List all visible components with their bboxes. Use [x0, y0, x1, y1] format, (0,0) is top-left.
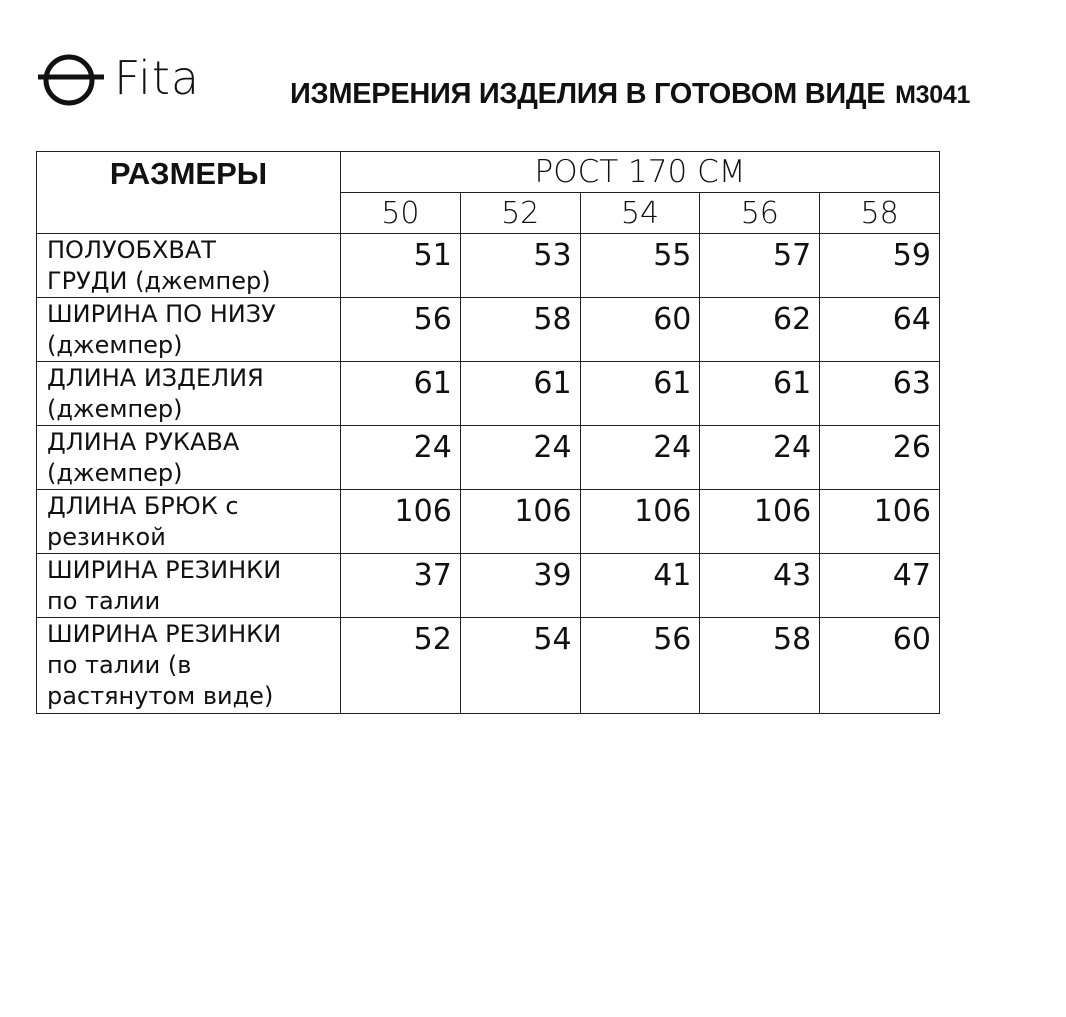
table-body — [37, 152, 940, 714]
value-cell: 59 — [820, 234, 940, 298]
value-cell: 64 — [820, 298, 940, 362]
size-header-cell: 58 — [820, 193, 940, 234]
height-header: РОСТ 170 СМ — [341, 152, 940, 193]
value-cell: 24 — [460, 426, 580, 490]
value-cell: 56 — [580, 618, 700, 714]
value-cell: 61 — [700, 362, 820, 426]
measurements-table — [36, 151, 940, 714]
row-label — [37, 554, 341, 618]
value-cell: 41 — [580, 554, 700, 618]
row-label-line: ШИРИНА РЕЗИНКИ — [47, 620, 282, 648]
row-label-line: ГРУДИ (джемпер) — [47, 267, 271, 295]
row-label-line: растянутом виде) — [47, 682, 274, 710]
row-label — [37, 298, 341, 362]
value-cell: 53 — [460, 234, 580, 298]
table-row — [37, 426, 940, 490]
table-row — [37, 298, 940, 362]
value-cell: 54 — [460, 618, 580, 714]
value-cell: 26 — [820, 426, 940, 490]
value-cell: 56 — [341, 298, 461, 362]
value-cell: 61 — [580, 362, 700, 426]
value-cell: 24 — [341, 426, 461, 490]
row-label — [37, 234, 341, 298]
value-cell: 37 — [341, 554, 461, 618]
brand-logo — [38, 48, 200, 108]
page-title — [290, 78, 970, 111]
size-header-cell: 50 — [341, 193, 461, 234]
row-label-line: по талии (в — [47, 651, 192, 679]
value-cell: 58 — [460, 298, 580, 362]
table-row — [37, 490, 940, 554]
row-label-line: (джемпер) — [47, 459, 183, 487]
header-row-height — [37, 152, 940, 193]
value-cell: 61 — [341, 362, 461, 426]
sizes-header: РАЗМЕРЫ — [37, 152, 341, 234]
row-label — [37, 618, 341, 714]
value-cell: 39 — [460, 554, 580, 618]
row-label-line: по талии — [47, 587, 161, 615]
table-row — [37, 234, 940, 298]
table-row — [37, 618, 940, 714]
row-label-line: ШИРИНА ПО НИЗУ — [47, 300, 276, 328]
value-cell: 57 — [700, 234, 820, 298]
value-cell: 106 — [460, 490, 580, 554]
value-cell: 63 — [820, 362, 940, 426]
row-label — [37, 362, 341, 426]
row-label-line: ДЛИНА БРЮК с — [47, 492, 239, 520]
value-cell: 106 — [820, 490, 940, 554]
value-cell: 60 — [820, 618, 940, 714]
value-cell: 58 — [700, 618, 820, 714]
size-header-cell: 52 — [460, 193, 580, 234]
row-label — [37, 490, 341, 554]
value-cell: 43 — [700, 554, 820, 618]
row-label-line: (джемпер) — [47, 331, 183, 359]
row-label-line: ШИРИНА РЕЗИНКИ — [47, 556, 282, 584]
value-cell: 106 — [580, 490, 700, 554]
table-row — [37, 362, 940, 426]
title-text: ИЗМЕРЕНИЯ ИЗДЕЛИЯ В ГОТОВОМ ВИДЕ — [290, 78, 886, 110]
value-cell: 106 — [700, 490, 820, 554]
value-cell: 62 — [700, 298, 820, 362]
value-cell: 51 — [341, 234, 461, 298]
size-header-cell: 54 — [580, 193, 700, 234]
row-label — [37, 426, 341, 490]
value-cell: 52 — [341, 618, 461, 714]
value-cell: 24 — [700, 426, 820, 490]
value-cell: 24 — [580, 426, 700, 490]
row-label-line: ПОЛУОБХВАТ — [47, 236, 216, 264]
table-row — [37, 554, 940, 618]
value-cell: 60 — [580, 298, 700, 362]
fita-logo-icon — [38, 48, 104, 108]
value-cell: 55 — [580, 234, 700, 298]
value-cell: 61 — [460, 362, 580, 426]
size-header-cell: 56 — [700, 193, 820, 234]
row-label-line: резинкой — [47, 523, 166, 551]
brand-name: Fita — [114, 51, 201, 105]
row-label-line: (джемпер) — [47, 395, 183, 423]
value-cell: 47 — [820, 554, 940, 618]
value-cell: 106 — [341, 490, 461, 554]
model-code: M3041 — [895, 81, 971, 109]
row-label-line: ДЛИНА ИЗДЕЛИЯ — [47, 364, 264, 392]
row-label-line: ДЛИНА РУКАВА — [47, 428, 240, 456]
